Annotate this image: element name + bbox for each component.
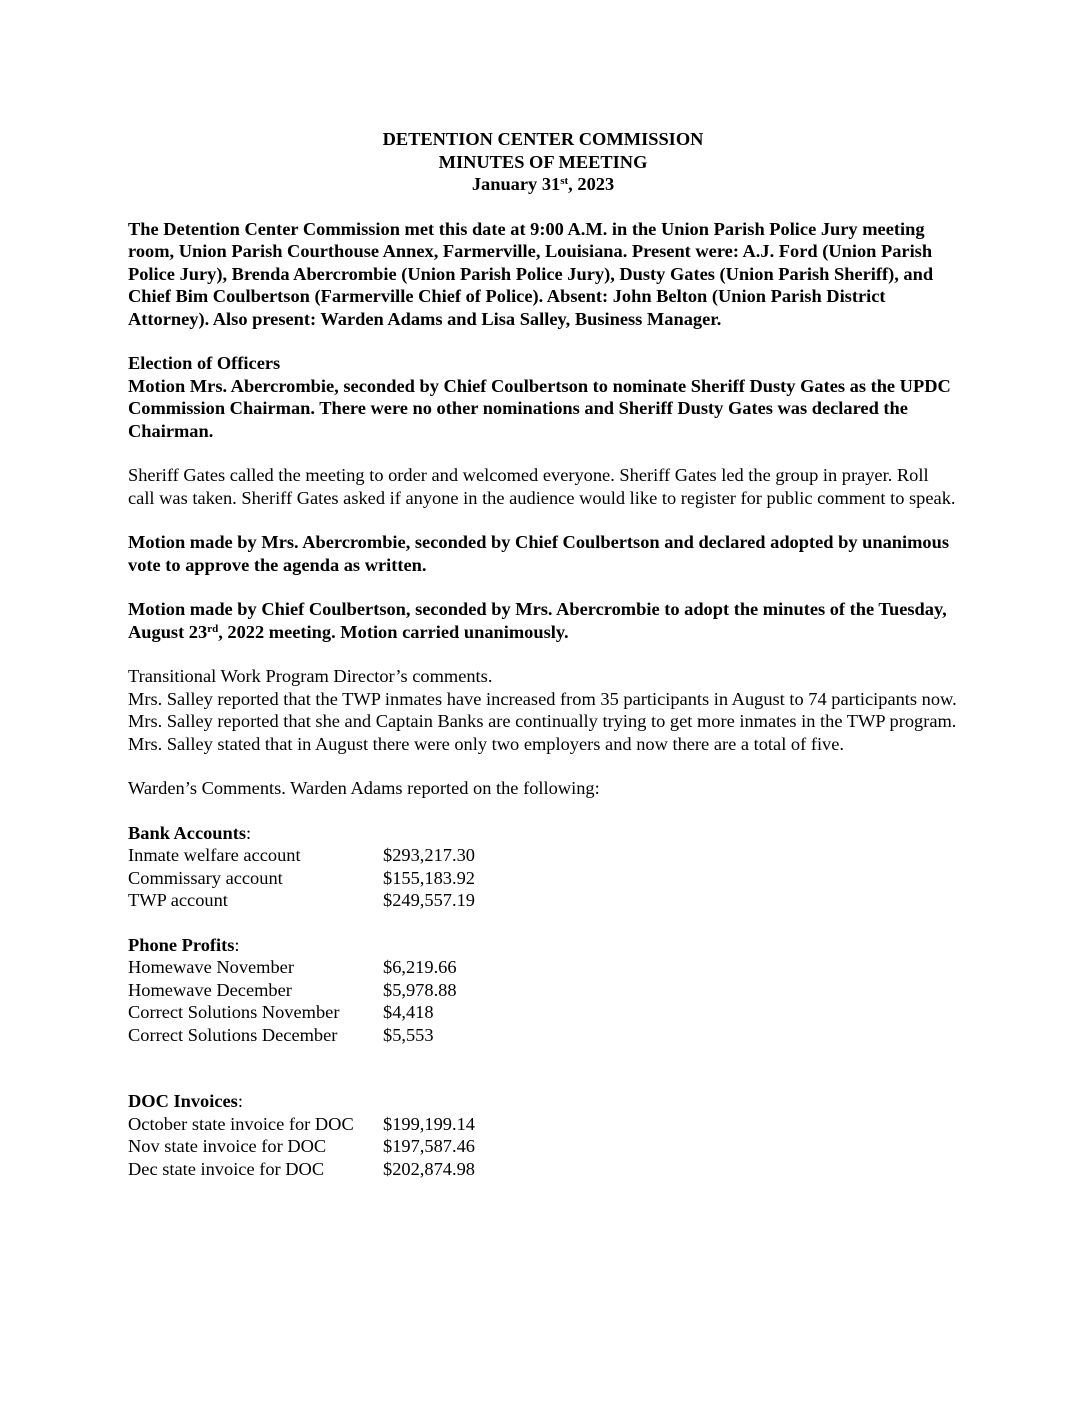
table-row: Correct Solutions December $5,553 xyxy=(128,1024,434,1045)
intro-paragraph: The Detention Center Commission met this date at 9:00 A.M. in the Union Parish Police Jury meeting room, Union Parish Courthouse Annex, Farmerville, Louisiana. Present were: A.J. Ford (Union Parish Police Jury), Brenda Abercrombie (Union Parish Police Jury), Dusty Gates (Union Parish Sheriff), and Chief Bim Coulbertson (Farmerville Chief of Police). Absent: John Belton (Union Parish District Attorney). Also present: Warden Adams and Lisa Salley, Business Manager. xyxy=(128,218,934,329)
doc-invoices-heading: DOC Invoices: xyxy=(128,1091,243,1111)
table-row: TWP account $249,557.19 xyxy=(128,890,475,910)
table-row: Nov state invoice for DOC $197,587.46 xyxy=(128,1136,475,1156)
bank-accounts-table xyxy=(128,844,475,912)
agenda-motion: Motion made by Mrs. Abercrombie, seconded by Chief Coulbertson and declared adopted by unanimous vote to approve the agenda as written. xyxy=(128,532,950,575)
phone-profits-heading: Phone Profits: xyxy=(128,934,240,955)
election-heading: Election of Officers xyxy=(128,353,281,373)
twp-heading: Transitional Work Program Director’s comments. xyxy=(128,666,493,686)
table-row: Homewave November $6,219.66 xyxy=(128,957,457,977)
table-row: October state invoice for DOC $199,199.14 xyxy=(128,1113,475,1134)
title-line-2: MINUTES OF MEETING xyxy=(438,151,648,172)
title-line-1: DETENTION CENTER COMMISSION xyxy=(382,129,704,149)
doc-invoices-table xyxy=(128,1113,475,1181)
call-to-order-paragraph: Sheriff Gates called the meeting to order and welcomed everyone. Sheriff Gates led the group in prayer. Roll call was taken. Sheriff Gates asked if anyone in the audience would like to register for public comment to speak. xyxy=(128,465,956,508)
table-row: Correct Solutions November $4,418 xyxy=(128,1002,434,1022)
election-motion: Motion Mrs. Abercrombie, seconded by Chief Coulbertson to nominate Sheriff Dusty Gates as the UPDC Commission Chairman. There were no other nominations and Sheriff Dusty Gates was declared the Chairman. xyxy=(128,375,951,441)
table-row: Dec state invoice for DOC $202,874.98 xyxy=(128,1158,475,1179)
table-row: Commissary account $155,183.92 xyxy=(128,867,475,888)
twp-body: Mrs. Salley reported that the TWP inmates have increased from 35 participants in August to 74 participants now. Mrs. Salley reported that she and Captain Banks are continually trying to get more inmates in the TWP program. Mrs. Salley stated that in August there were only two employers and now there are a total of five. xyxy=(128,688,957,754)
document-page xyxy=(128,128,958,1180)
wardens-comments: Warden’s Comments. Warden Adams reported on the following: xyxy=(128,778,600,798)
minutes-motion: Motion made by Chief Coulbertson, seconded by Mrs. Abercrombie to adopt the minutes of the Tuesday, August 23rd, 2022 meeting. Motion carried unanimously. xyxy=(128,599,947,642)
bank-accounts-heading: Bank Accounts: xyxy=(128,822,252,843)
table-row: Inmate welfare account $293,217.30 xyxy=(128,845,475,865)
phone-profits-table xyxy=(128,956,457,1046)
document-title xyxy=(128,128,958,196)
table-row: Homewave December $5,978.88 xyxy=(128,979,457,1000)
meeting-date: January 31st, 2023 xyxy=(471,174,615,194)
